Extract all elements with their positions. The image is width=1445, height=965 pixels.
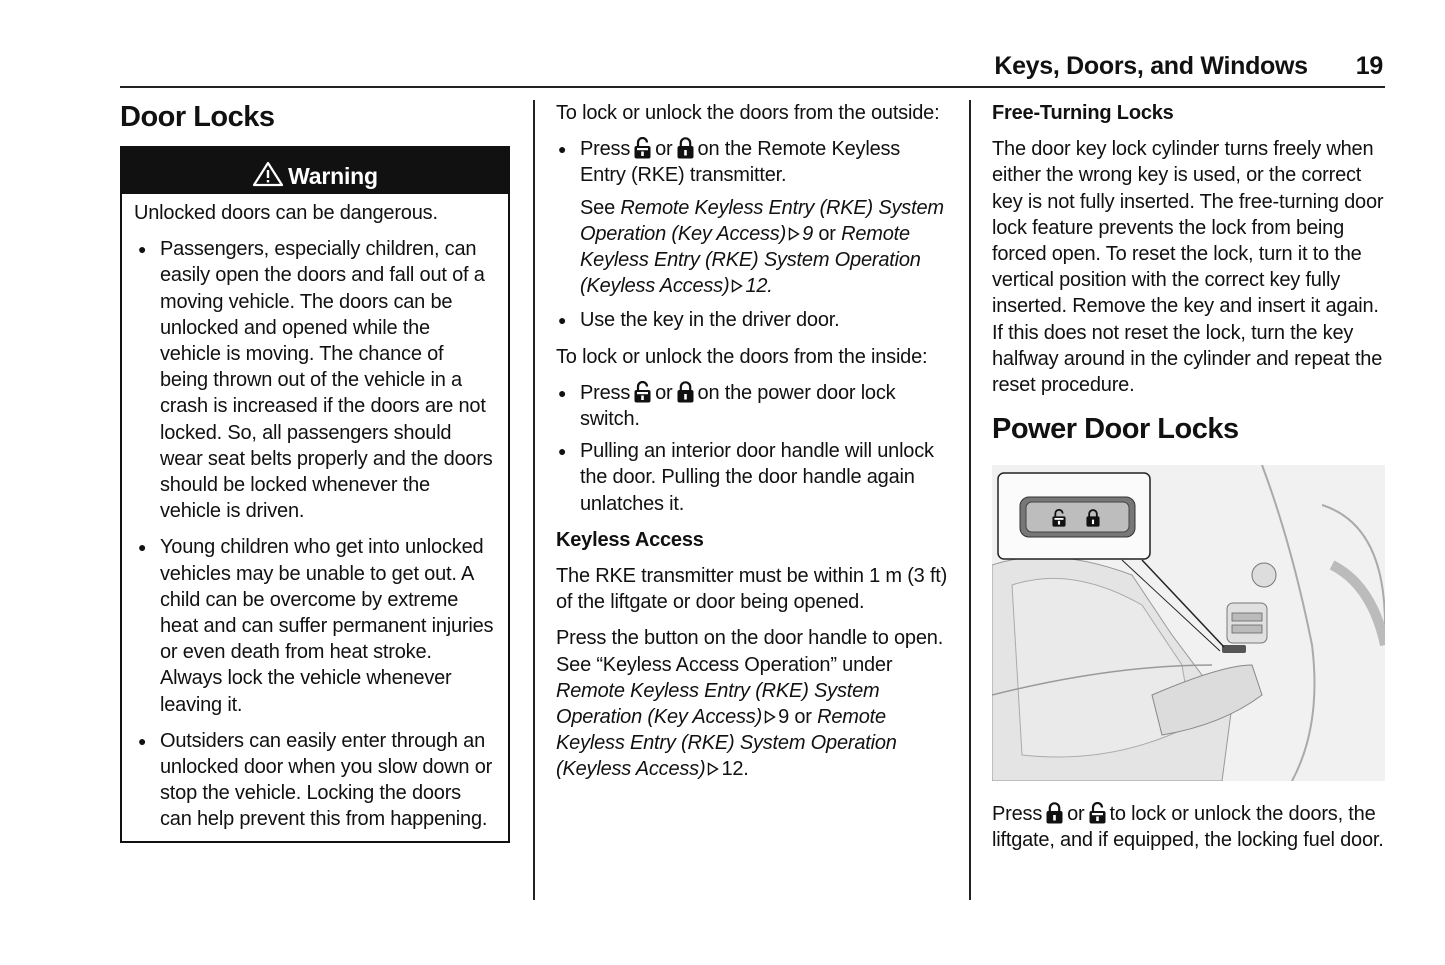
lock-icon <box>1046 802 1063 824</box>
cross-reference: Remote Keyless Entry (RKE) System Operation (Key Access) <box>580 196 944 245</box>
warning-triangle-icon <box>252 161 284 187</box>
lock-icon <box>677 137 694 159</box>
page-ref: 12. <box>745 275 773 298</box>
page-reference-icon <box>788 227 800 241</box>
warning-box <box>120 146 510 843</box>
running-header <box>994 52 1383 81</box>
section-heading-door-locks: Door Locks <box>120 101 275 133</box>
unlock-icon <box>634 381 651 403</box>
list-item: ● Press or on the Remote Keyless Entry (RKE) transmitter. <box>556 136 951 188</box>
page-number: 19 <box>1355 52 1383 80</box>
list-item: ● Pulling an interior door handle will unlock the door. Pulling the door handle again unlatches it. <box>556 438 951 517</box>
door-panel-drawing <box>992 465 1385 781</box>
section-heading-power-door-locks: Power Door Locks <box>992 413 1239 446</box>
column-1 <box>120 100 512 843</box>
list-item: ● Outsiders can easily enter through an unlocked door when you slow down or stop the vehicle. Locking the doors can help prevent this from happening. <box>134 728 496 833</box>
list-item: ● Young children who get into unlocked vehicles may be unable to get out. A child can be overcome by extreme heat and can suffer permanent injuries or even death from heat stroke. Always lock the vehicle whenever leaving it. <box>134 534 496 717</box>
cross-reference: Remote Keyless Entry (RKE) System Operation (Keyless Access) <box>556 706 897 781</box>
cross-reference: Remote Keyless Entry (RKE) System Operation (Key Access) <box>556 679 880 729</box>
warning-header <box>122 148 508 194</box>
outside-list <box>556 136 951 188</box>
warning-label: Warning <box>288 163 378 189</box>
page-reference-icon <box>731 279 743 293</box>
inside-list <box>556 380 951 517</box>
list-item: ● Press or on the power door lock switch. <box>556 380 951 432</box>
column-divider <box>969 100 971 900</box>
cross-reference: Remote Keyless Entry (RKE) System Operation (Keyless Access) <box>580 222 921 298</box>
list-item: ● Use the key in the driver door. <box>556 307 951 333</box>
keyless-paragraph-2: Press the button on the door handle to open. See “Keyless Access Operation” under Remote Keyless Entry (RKE) System Operation (Key Access) 9 or Remote Keyless Entry (RKE) System Operation (Keyless Access) 12. <box>556 627 944 781</box>
outside-intro: To lock or unlock the doors from the outside: <box>556 102 940 124</box>
column-2 <box>556 100 951 793</box>
subheading-keyless-access: Keyless Access <box>556 528 704 551</box>
unlock-icon <box>1089 802 1106 824</box>
figure-caption: Press or to lock or unlock the doors, the liftgate, and if equipped, the locking fuel door. <box>992 803 1384 852</box>
free-turning-paragraph: The door key lock cylinder turns freely when either the wrong key is used, or the correct key is not fully inserted. The free-turning door lock feature prevents the lock from being forced open. To reset the lock, turn it to the vertical position with the correct key fully inserted. Remove the key and insert it again. If this does not reset the lock, turn the key halfway around in the cylinder and repeat the reset procedure. <box>992 138 1384 397</box>
section-title: Keys, Doors, and Windows <box>994 52 1308 80</box>
header-rule <box>120 86 1385 88</box>
page-ref: 9 <box>802 222 813 245</box>
column-3 <box>992 100 1387 446</box>
power-door-lock-illustration <box>992 465 1385 781</box>
column-divider <box>533 100 535 900</box>
see-reference: See Remote Keyless Entry (RKE) System Operation (Key Access) 9 or Remote Keyless Entry (RKE) System Operation (Keyless Access) 12. <box>580 196 944 298</box>
inside-intro: To lock or unlock the doors from the inside: <box>556 345 928 368</box>
page-reference-icon <box>764 710 776 724</box>
warning-list <box>134 236 496 832</box>
outside-list-cont <box>556 307 951 333</box>
warning-intro: Unlocked doors can be dangerous. <box>134 202 438 224</box>
page-reference-icon <box>707 762 719 776</box>
lock-icon <box>677 381 694 403</box>
subheading-free-turning-locks: Free-Turning Locks <box>992 102 1174 124</box>
warning-body <box>122 194 508 841</box>
list-item: ● Passengers, especially children, can easily open the doors and fall out of a moving vehicle. The doors can be unlocked and opened while the vehicle is moving. The chance of being thrown out of the vehicle in a crash is increased if the doors are not locked. So, all passengers should wear seat belts properly and the doors should be locked whenever the vehicle is driven. <box>134 236 496 524</box>
keyless-paragraph: The RKE transmitter must be within 1 m (3 ft) of the liftgate or door being opened. <box>556 565 948 614</box>
unlock-icon <box>634 137 651 159</box>
